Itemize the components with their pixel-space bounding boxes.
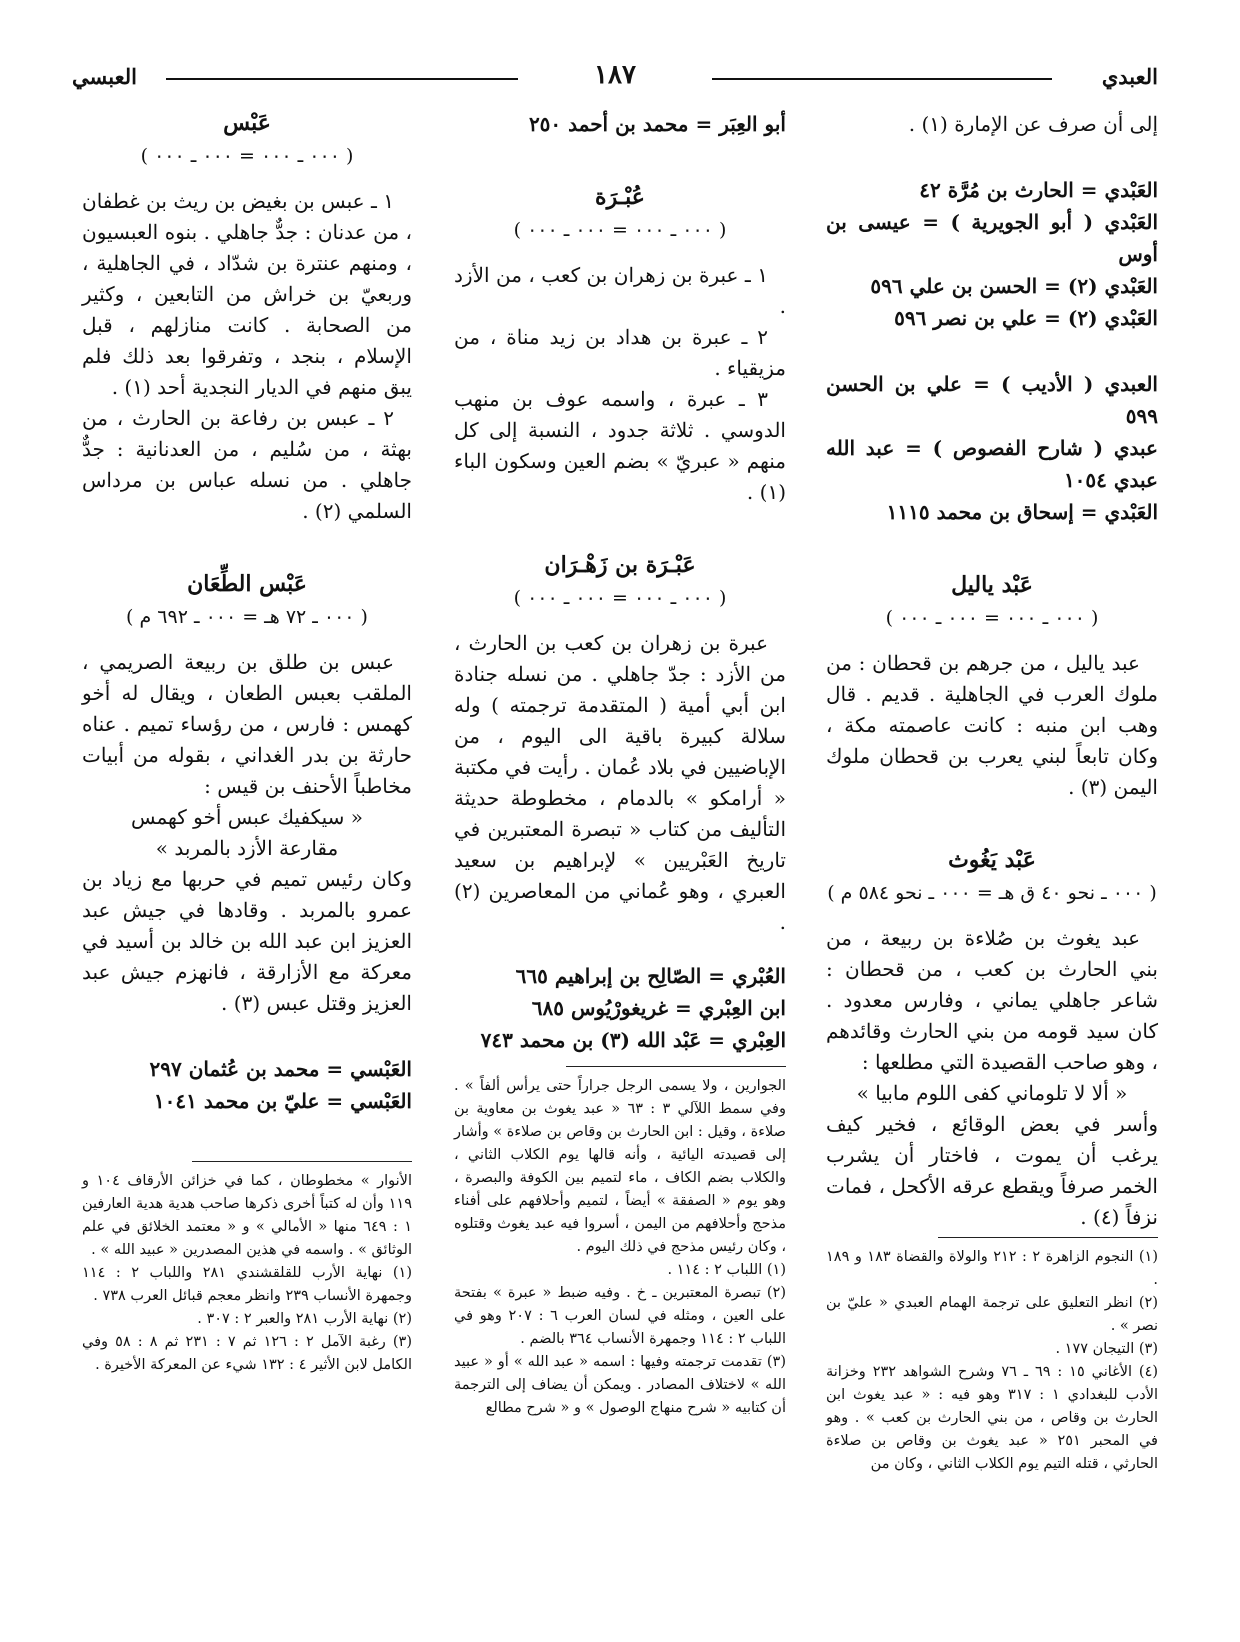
xref-line: أبو العِبَر = محمد بن أحمد ٢٥٠ (528, 112, 786, 136)
xref-line: العَبْدي = إسحاق بن محمد ١١١٥ (886, 500, 1158, 524)
xref-line: العِبْري = عَبْد الله (٣) بن محمد ٧٤٣ (480, 1028, 786, 1052)
footnote: الأنوار » مخطوطان ، كما في خزائن الأرقاف ١٠٤ و ١١٩ وأن له كتباً أخرى ذكرها صاحب هدية هدية العارفين ١ : ٦٤٩ منها « الأمالي » و « معتمد الخلائق في علم الوثائق » . واسمه في هذين المصدرين « عبيد الله » . (82, 1173, 412, 1258)
footnote: (٢) انظر التعليق على ترجمة الهمام العبدي « عليّ بن نصر » . (826, 1295, 1158, 1334)
xref-line: العبدي ( الأديب ) = علي بن الحسن ٥٩٩ (826, 372, 1158, 428)
verse-line: « ألا لا تلوماني كفى اللوم مابيا » (856, 1081, 1128, 1105)
header-rule-left (166, 78, 518, 80)
entry-title: عَبْـرَة بن زَهْـرَان (544, 552, 696, 578)
column-right (826, 108, 1158, 1476)
header-rule-right (712, 78, 1052, 80)
entry-text: عبس بن طلق بن ربيعة الصريمي ، الملقب بعبس الطعان ، ويقال له أخو كهمس : فارس ، من رؤساء تميم . عناه حارثة بن بدر الغداني ، بقوله من أبيات مخاطباً الأحنف بن قيس : (82, 650, 412, 798)
xref-line: العَبْدي ( أبو الجويرية ) = عيسى بن أوس (826, 210, 1158, 266)
header-right-word: العبدي (1101, 64, 1158, 89)
footnote: (٣) تقدمت ترجمته وفيها : اسمه « عبد الله » أو « عبيد الله » لاختلاف المصادر . ويمكن أن يضاف إلى الترجمة أن كتابيه « شرح منهاج الوصول » و « شرح مطالع (454, 1354, 786, 1416)
xref-line: ابن العِبْري = غريغورْيُوس ٦٨٥ (531, 996, 786, 1020)
xref-line: العَبْدي = الحارث بن مُرَّة ٤٢ (919, 178, 1158, 202)
column-middle (454, 108, 786, 1420)
entry-item: ١ ـ عبس بن بغيض بن ريث بن غطفان ، من عدنان : جدٌّ جاهلي . بنوه العبسيون ، ومنهم عنترة بن شدّاد ، في الجاهلية ، وربعيّ بن خراش من التابعين ، وكثير من الصحابة . كانت منازلهم ، قبل الإسلام ، بنجد ، وتفرقوا بعد ذلك فلم يبق منهم في الديار النجدية أحد (١) . (82, 189, 412, 399)
entry-item: ٣ ـ عبرة ، واسمه عوف بن منهب الدوسي . ثلاثة جدود ، النسبة إلى كل منهم « عبريّ » بضم العين وسكون الباء (١) . (454, 387, 786, 504)
footnote: (١) نهاية الأرب للقلقشندي ٢٨١ واللباب ٢ : ١١٤ وجمهرة الأنساب ٢٣٩ وانظر معجم قبائل العرب ٧٣٨ . (82, 1265, 412, 1304)
entry-text: وكان رئيس تميم في حربها مع زياد بن عمرو بالمربد . وقادها في جيش عبد العزيز ابن عبد الله بن خالد بن أسيد في معركة مع الأزارقة ، فانهزم جيش عبد العزيز وقتل عبس (٣) . (82, 867, 412, 1015)
xref-line: العُبْري = الصّالِح بن إبراهيم ٦٦٥ (515, 964, 786, 988)
entry-text: عبرة بن زهران بن كعب بن الحارث ، من الأزد : جدّ جاهلي . من نسله جنادة ابن أبي أمية ( المتقدمة ترجمته ) وله سلالة كبيرة باقية الى اليوم ، من الإباضيين في بلاد عُمان . رأيت في مكتبة « أرامكو » بالدمام ، مخطوطة حديثة التأليف من كتاب « تبصرة المعتبرين في تاريخ العَبْريين » لإبراهيم بن سعيد العبري ، وهو عُماني من المعاصرين (٢) . (454, 631, 786, 934)
entry-item: ٢ ـ عبس بن رفاعة بن الحارث ، من بهثة ، من سُليم ، من العدنانية : جدٌّ جاهلي . من نسله عباس بن مرداس السلمي (٢) . (82, 406, 412, 523)
page-header (72, 60, 1158, 100)
intro-line: إلى أن صرف عن الإمارة (١) . (908, 112, 1158, 136)
column-left (82, 108, 412, 1377)
xref-line: العَبْسي = عليّ بن محمد ١٠٤١ (153, 1089, 412, 1113)
entry-title: عَبْد ياليل (951, 572, 1033, 598)
header-left-word: العبسي (72, 64, 137, 89)
verse-line: « سيكفيك عبس أخو كهمس (130, 805, 364, 829)
entry-dates: ( ٠٠٠ ـ ٧٢ هـ = ٠٠٠ ـ ٦٩٢ م ) (126, 606, 368, 628)
entry-title: عَبْس الطِّعَان (187, 571, 307, 597)
xref-line: العَبْسي = محمد بن عُثمان ٢٩٧ (149, 1057, 412, 1081)
entry-dates: ( ٠٠٠ ـ نحو ٤٠ ق هـ = ٠٠٠ ـ نحو ٥٨٤ م ) (827, 882, 1157, 904)
footnote: (١) اللباب ٢ : ١١٤ . (667, 1262, 786, 1278)
entry-item: ٢ ـ عبرة بن هداد بن زيد مناة ، من مزيقياء . (454, 325, 786, 380)
footnote: (٣) التيجان ١٧٧ . (1055, 1341, 1158, 1357)
footnote: (٣) رغبة الآمل ٢ : ١٢٦ ثم ٧ : ٢٣١ ثم ٨ : ٥٨ وفي الكامل لابن الأثير ٤ : ١٣٢ شيء عن المعركة الأخيرة . (82, 1334, 413, 1373)
footnote: (٢) نهاية الأرب ٢٨١ والعبر ٢ : ٣٠٧ . (197, 1311, 412, 1327)
footnote: (١) النجوم الزاهرة ٢ : ٢١٢ والولاة والقضاة ١٨٣ و ١٨٩ . (826, 1249, 1158, 1288)
entry-title: عَبْد يَغُوث (948, 847, 1036, 873)
footnote-rule (566, 1066, 786, 1067)
entry-title: عَبْس (223, 110, 271, 136)
footnote: (٢) تبصرة المعتبرين ـ خ . وفيه ضبط « عبرة » بفتحة على العين ، ومثله في لسان العرب ٦ : ٢٠٧ وهو في اللباب ٢ : ١١٤ وجمهرة الأنساب ٣٦٤ بالضم . (454, 1285, 786, 1347)
entry-dates: ( ٠٠٠ ـ ٠٠٠ = ٠٠٠ ـ ٠٠٠ ) (513, 219, 727, 241)
entry-text: عبد ياليل ، من جرهم بن قحطان : من ملوك العرب في الجاهلية . قديم . قال وهب ابن منبه : كانت عاصمته مكة ، وكان تابعاً لبني يعرب بن قحطان ملوك اليمن (٣) . (826, 651, 1158, 799)
entry-item: ١ ـ عبرة بن زهران بن كعب ، من الأزد . (454, 263, 786, 318)
page-number: ١٨٧ (586, 60, 644, 90)
footnote-rule (938, 1237, 1158, 1238)
entry-title: عُبْـرَة (595, 184, 645, 210)
footnote: الجوارين ، ولا يسمى الرجل جراراً حتى يرأس ألفاً » . وفي سمط اللآلي ٣ : ٦٣ « عبد يغوث بن معاوية بن صلاءة ، وقيل : ابن الحارث بن وقاص بن صلاءة » وأشار إلى قصيدته اليائية ، وأنه قالها يوم الكلاب الثاني ، والكلاب بضم الكاف ، ماء لتميم بين الكوفة والبصرة ، وهو يوم « الصفقة » أيضاً ، لتميم وأحلافهم على أفناء مذحج وأحلافهم من اليمن ، أسروا فيه عبد يغوث وقتلوه ، وكان رئيس مذحج في ذلك اليوم . (454, 1078, 786, 1255)
footnote-rule (192, 1161, 412, 1162)
verse-line: مقارعة الأزد بالمربد » (155, 836, 339, 860)
entry-text: عبد يغوث بن صُلاءة بن ربيعة ، من بني الحارث بن كعب ، من قحطان : شاعر جاهلي يماني ، وفارس معدود . كان سيد قومه من بني الحارث وقائدهم ، وهو صاحب القصيدة التي مطلعها : (826, 926, 1158, 1074)
xref-line: عبدي ( شارح الفصوص ) = عبد الله عبدي ١٠٥٤ (826, 436, 1158, 492)
entry-dates: ( ٠٠٠ ـ ٠٠٠ = ٠٠٠ ـ ٠٠٠ ) (140, 145, 354, 167)
entry-dates: ( ٠٠٠ ـ ٠٠٠ = ٠٠٠ ـ ٠٠٠ ) (885, 607, 1099, 629)
entry-text: وأسر في بعض الوقائع ، فخير كيف يرغب أن يموت ، فاختار أن يشرب الخمر صرفاً ويقطع عرقه الأكحل ، فمات نزفاً (٤) . (826, 1112, 1158, 1229)
entry-dates: ( ٠٠٠ ـ ٠٠٠ = ٠٠٠ ـ ٠٠٠ ) (513, 587, 727, 609)
footnote: (٤) الأغاني ١٥ : ٦٩ ـ ٧٦ وشرح الشواهد ٢٣٢ وخزانة الأدب للبغدادي ١ : ٣١٧ وهو فيه : « عبد يغوث ابن الحارث بن وقاص ، من بني الحارث بن كعب » . وهو في المحبر ٢٥١ « عبد يغوث بن وقاص بن صلاءة الحارثي ، قتله التيم يوم الكلاب الثاني ، وكان من (826, 1364, 1159, 1472)
xref-line: العَبْدي (٢) = علي بن نصر ٥٩٦ (894, 306, 1158, 330)
xref-line: العَبْدي (٢) = الحسن بن علي ٥٩٦ (870, 274, 1158, 298)
